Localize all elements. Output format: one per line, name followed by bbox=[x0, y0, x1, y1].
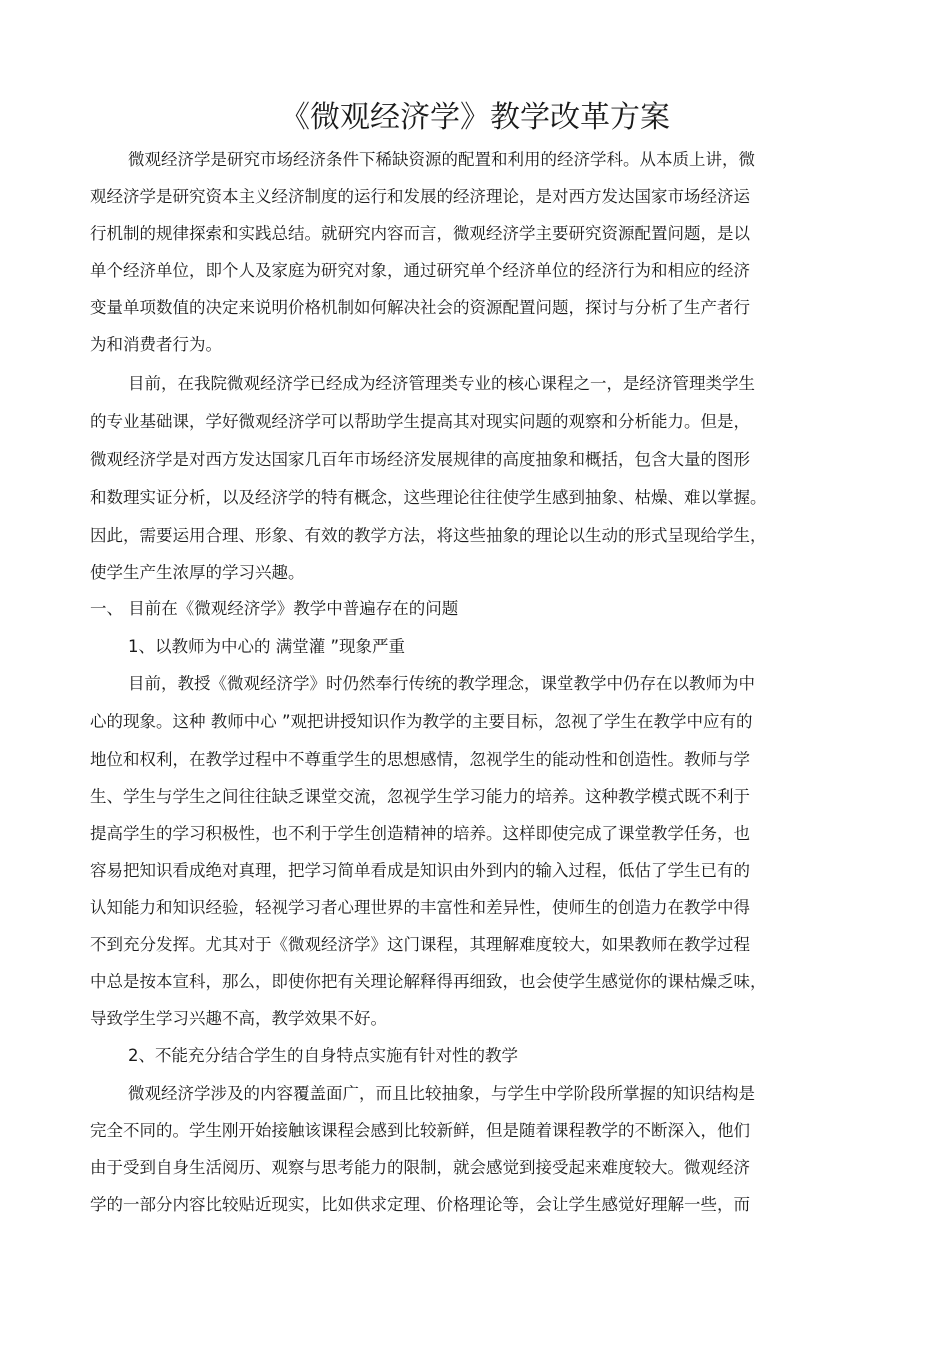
text-line: 认知能力和知识经验，轻视学习者心理世界的丰富性和差异性，使师生的创造力在教学中得 bbox=[90, 898, 750, 917]
text-line: 目前，教授《微观经济学》时仍然奉行传统的教学理念，课堂教学中仍存在以教师为中 bbox=[128, 674, 755, 693]
text-line: 由于受到自身生活阅历、观察与思考能力的限制，就会感觉到接受起来难度较大。微观经济 bbox=[90, 1158, 750, 1177]
text-line: 不到充分发挥。尤其对于《微观经济学》这门课程，其理解难度较大，如果教师在教学过程 bbox=[90, 935, 750, 954]
text-line: 微观经济学是对西方发达国家几百年市场经济发展规律的高度抽象和概括，包含大量的图形 bbox=[90, 450, 750, 469]
text-line: 生、学生与学生之间往往缺乏课堂交流，忽视学生学习能力的培养。这种教学模式既不利于 bbox=[90, 787, 750, 806]
text-line: 导致学生学习兴趣不高，教学效果不好。 bbox=[90, 1009, 387, 1028]
text-line: 因此，需要运用合理、形象、有效的教学方法，将这些抽象的理论以生动的形式呈现给学生， bbox=[90, 526, 767, 545]
text-line: 微观经济学涉及的内容覆盖面广，而且比较抽象，与学生中学阶段所掌握的知识结构是 bbox=[128, 1084, 755, 1103]
text-line: 心的现象。这种 教师中心 ”观把讲授知识作为教学的主要目标，忽视了学生在教学中应有的 bbox=[90, 712, 753, 731]
text-line: 目前，在我院微观经济学已经成为经济管理类专业的核心课程之一，是经济管理类学生 bbox=[128, 374, 755, 393]
subsection-heading: 2、不能充分结合学生的自身特点实施有针对性的教学 bbox=[128, 1046, 518, 1065]
text-line: 中总是按本宣科，那么，即使你把有关理论解释得再细致，也会使学生感觉你的课枯燥乏味， bbox=[90, 972, 767, 991]
document-title: 《微观经济学》教学改革方案 bbox=[280, 100, 670, 135]
text-line: 提高学生的学习积极性，也不利于学生创造精神的培养。这样即使完成了课堂教学任务，也 bbox=[90, 824, 750, 843]
text-line: 观经济学是研究资本主义经济制度的运行和发展的经济理论，是对西方发达国家市场经济运 bbox=[90, 187, 750, 206]
text-line: 变量单项数值的决定来说明价格机制如何解决社会的资源配置问题，探讨与分析了生产者行 bbox=[90, 298, 750, 317]
text-line: 行机制的规律探索和实践总结。就研究内容而言，微观经济学主要研究资源配置问题，是以 bbox=[90, 224, 750, 243]
text-line: 容易把知识看成绝对真理，把学习简单看成是知识由外到内的输入过程，低估了学生已有的 bbox=[90, 861, 750, 880]
text-line: 学的一部分内容比较贴近现实，比如供求定理、价格理论等，会让学生感觉好理解一些，而 bbox=[90, 1195, 750, 1214]
subsection-heading: 1、以教师为中心的 满堂灌 ”现象严重 bbox=[128, 637, 406, 656]
text-line: 使学生产生浓厚的学习兴趣。 bbox=[90, 563, 305, 582]
text-line: 的专业基础课，学好微观经济学可以帮助学生提高其对现实问题的观察和分析能力。但是， bbox=[90, 412, 750, 431]
text-line: 微观经济学是研究市场经济条件下稀缺资源的配置和利用的经济学科。从本质上讲，微 bbox=[128, 150, 755, 169]
text-line: 和数理实证分析，以及经济学的特有概念，这些理论往往使学生感到抽象、枯燥、难以掌握。 bbox=[90, 488, 767, 507]
text-line: 地位和权利，在教学过程中不尊重学生的思想感情，忽视学生的能动性和创造性。教师与学 bbox=[90, 750, 750, 769]
text-line: 为和消费者行为。 bbox=[90, 335, 222, 354]
section-heading: 一、 目前在《微观经济学》教学中普遍存在的问题 bbox=[90, 599, 459, 618]
text-line: 完全不同的。学生刚开始接触该课程会感到比较新鲜，但是随着课程教学的不断深入，他们 bbox=[90, 1121, 750, 1140]
text-line: 单个经济单位，即个人及家庭为研究对象，通过研究单个经济单位的经济行为和相应的经济 bbox=[90, 261, 750, 280]
